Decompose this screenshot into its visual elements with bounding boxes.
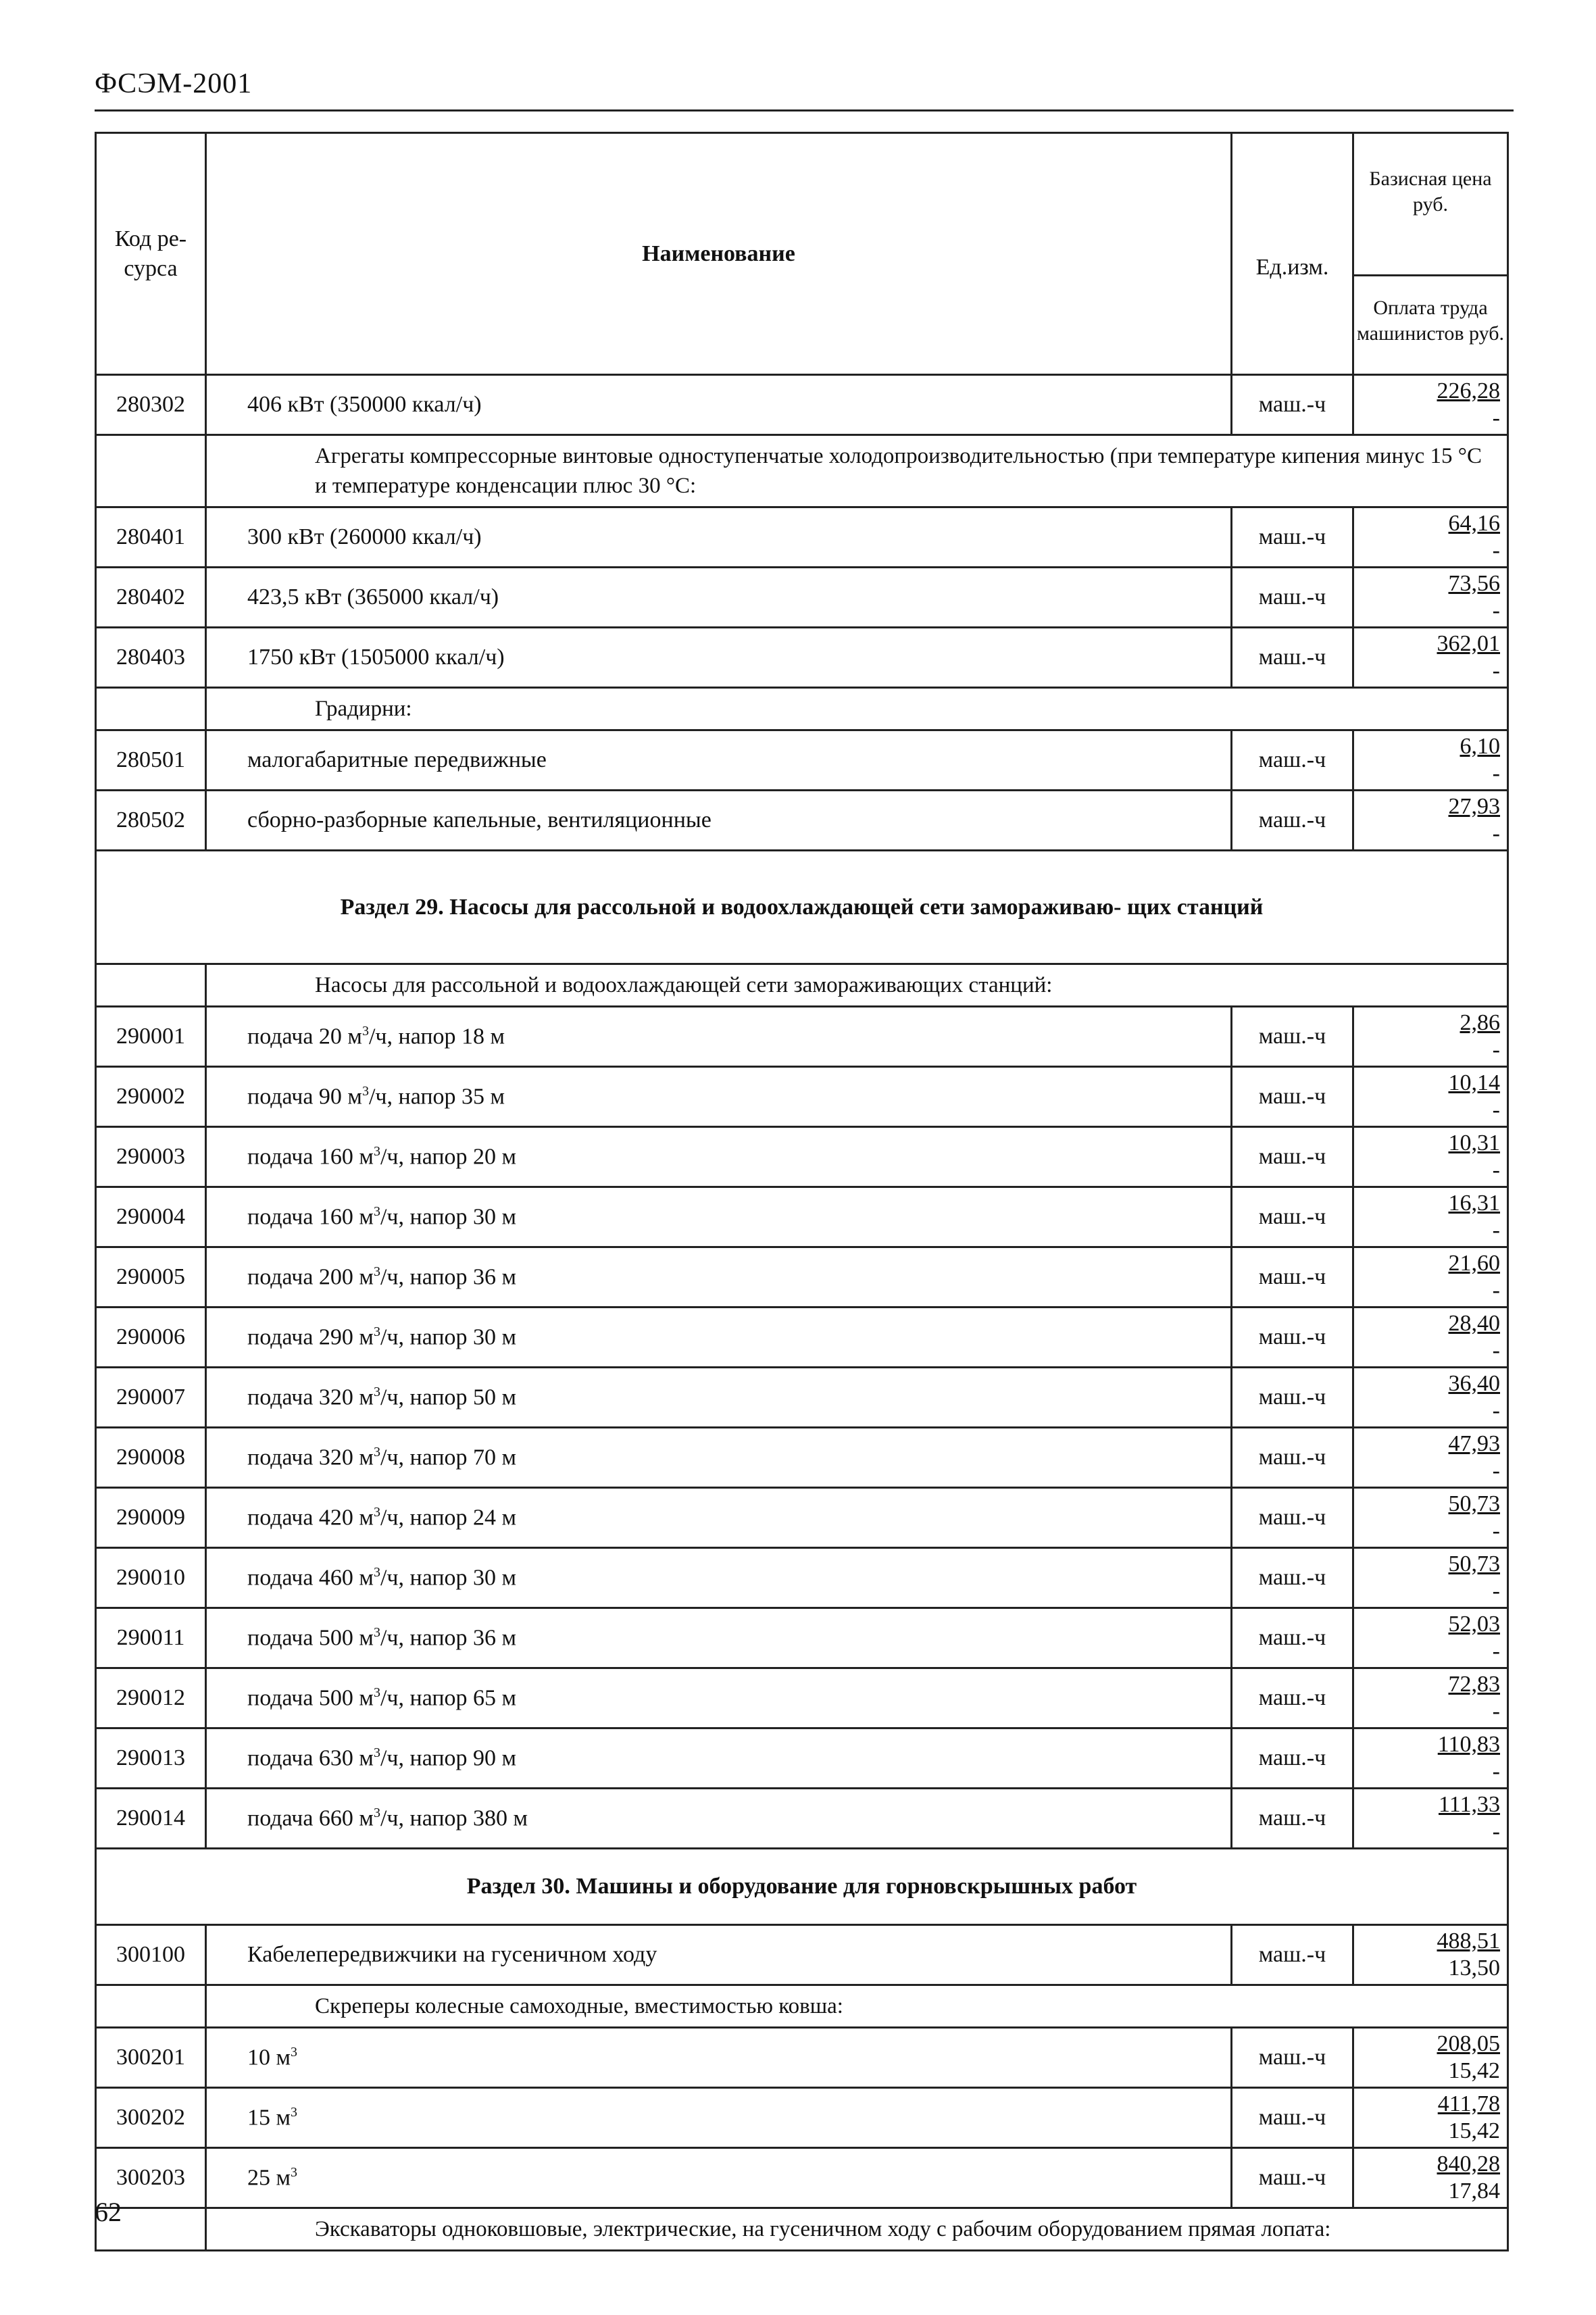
resource-code: 290005 (96, 1247, 206, 1308)
section-heading-row (96, 851, 1508, 964)
unit-superscript: 3 (373, 1203, 380, 1219)
name-part: /ч, напор 24 м (380, 1505, 517, 1530)
name-part: подача 320 м (247, 1445, 374, 1470)
base-price: 110,83 (1437, 1732, 1500, 1757)
resource-code: 300100 (96, 1925, 206, 1985)
table-row (96, 568, 1508, 628)
price-cell (1353, 1127, 1508, 1187)
name-part: подача 660 м (247, 1806, 374, 1831)
group-code-empty (96, 1985, 206, 2028)
resource-name (206, 1308, 1232, 1368)
labor-price: - (1492, 761, 1500, 786)
price-cell (1353, 1925, 1508, 1985)
table-row (96, 1488, 1508, 1548)
labor-price: - (1492, 1218, 1500, 1243)
table-row (96, 628, 1508, 688)
name-part: /ч, напор 70 м (380, 1445, 517, 1470)
labor-price: 15,42 (1448, 2058, 1500, 2083)
resource-code: 290011 (96, 1608, 206, 1668)
unit-superscript: 3 (291, 2104, 298, 2120)
name-part: подача 500 м (247, 1685, 374, 1711)
table-row (96, 1789, 1508, 1849)
unit-of-measure: маш.-ч (1232, 1187, 1353, 1247)
base-price: 362,01 (1437, 631, 1500, 656)
unit-superscript: 3 (373, 1264, 380, 1279)
header-code: Код ре- сурса (96, 133, 206, 375)
name-part: подача 200 м (247, 1264, 374, 1290)
price-cell (1353, 1668, 1508, 1728)
price-cell (1353, 375, 1508, 435)
resource-code: 290013 (96, 1728, 206, 1789)
price-cell (1353, 1067, 1508, 1127)
base-price: 16,31 (1448, 1191, 1500, 1216)
unit-superscript: 3 (361, 1083, 369, 1099)
table-row (96, 2028, 1508, 2088)
labor-price: 15,42 (1448, 2118, 1500, 2143)
unit-superscript: 3 (291, 2044, 298, 2060)
resource-name: Кабелепередвижчики на гусеничном ходу (206, 1925, 1232, 1985)
table-row (96, 2148, 1508, 2208)
unit-superscript: 3 (373, 1624, 380, 1640)
table-header-row (96, 133, 1508, 375)
unit-of-measure: маш.-ч (1232, 730, 1353, 791)
price-cell (1353, 628, 1508, 688)
labor-price: - (1492, 1398, 1500, 1423)
unit-of-measure: маш.-ч (1232, 1548, 1353, 1608)
table-row (96, 1428, 1508, 1488)
name-part: 15 м (247, 2105, 291, 2131)
group-code-empty (96, 688, 206, 730)
price-cell (1353, 1308, 1508, 1368)
resource-code: 290004 (96, 1187, 206, 1247)
unit-superscript: 3 (373, 1444, 380, 1460)
base-price: 208,05 (1437, 2031, 1500, 2056)
resource-name (206, 1067, 1232, 1127)
table-row (96, 375, 1508, 435)
table-row (96, 507, 1508, 568)
base-price: 6,10 (1460, 734, 1500, 759)
unit-of-measure: маш.-ч (1232, 1308, 1353, 1368)
name-part: /ч, напор 30 м (380, 1565, 517, 1591)
page-number: 62 (95, 2197, 122, 2227)
price-cell (1353, 1548, 1508, 1608)
table-row (96, 1187, 1508, 1247)
base-price: 73,56 (1448, 571, 1500, 596)
base-price: 10,14 (1448, 1070, 1500, 1095)
name-part: /ч, напор 30 м (380, 1204, 517, 1230)
name-part: 25 м (247, 2165, 291, 2191)
price-cell (1353, 1187, 1508, 1247)
resource-code: 300201 (96, 2028, 206, 2088)
base-price: 28,40 (1448, 1311, 1500, 1336)
table-row (96, 1368, 1508, 1428)
resource-name (206, 1789, 1232, 1849)
resource-code: 290008 (96, 1428, 206, 1488)
resource-name (206, 1247, 1232, 1308)
unit-superscript: 3 (291, 2164, 298, 2180)
unit-of-measure: маш.-ч (1232, 1067, 1353, 1127)
name-part: подача 320 м (247, 1385, 374, 1410)
unit-of-measure: маш.-ч (1232, 507, 1353, 568)
group-heading: Насосы для рассольной и водоохлаждающей сети замораживающих станций: (206, 964, 1508, 1007)
resource-name (206, 1368, 1232, 1428)
base-price: 50,73 (1448, 1491, 1500, 1516)
price-cell (1353, 1007, 1508, 1067)
base-price: 10,31 (1448, 1130, 1500, 1155)
resource-code: 290006 (96, 1308, 206, 1368)
labor-price: - (1492, 1578, 1500, 1603)
name-part: подача 160 м (247, 1144, 374, 1170)
labor-price: - (1492, 1639, 1500, 1664)
base-price: 840,28 (1437, 2151, 1500, 2176)
resource-name (206, 1668, 1232, 1728)
table-row (96, 1548, 1508, 1608)
table-row (96, 1127, 1508, 1187)
name-part: подача 630 м (247, 1745, 374, 1771)
resource-name: 1750 кВт (1505000 ккал/ч) (206, 628, 1232, 688)
section-heading-row (96, 1849, 1508, 1925)
price-cell (1353, 1488, 1508, 1548)
labor-price: 13,50 (1448, 1956, 1500, 1981)
header-unit: Ед.изм. (1232, 133, 1353, 375)
name-part: /ч, напор 35 м (368, 1084, 505, 1110)
price-cell (1353, 1789, 1508, 1849)
labor-price: - (1492, 1699, 1500, 1724)
base-price: 50,73 (1448, 1551, 1500, 1576)
name-part: 10 м (247, 2045, 291, 2070)
price-cell (1353, 507, 1508, 568)
name-part: /ч, напор 380 м (380, 1806, 528, 1831)
resource-name: малогабаритные передвижные (206, 730, 1232, 791)
labor-price: 17,84 (1448, 2179, 1500, 2204)
resource-name (206, 1007, 1232, 1067)
labor-price: - (1492, 538, 1500, 563)
resource-name (206, 1728, 1232, 1789)
resource-code: 290001 (96, 1007, 206, 1067)
base-price: 488,51 (1437, 1928, 1500, 1953)
header-name: Наименование (206, 133, 1232, 375)
name-part: /ч, напор 36 м (380, 1264, 517, 1290)
group-heading: Градирни: (206, 688, 1508, 730)
name-part: /ч, напор 36 м (380, 1625, 517, 1651)
unit-of-measure: маш.-ч (1232, 2088, 1353, 2148)
name-part: /ч, напор 18 м (368, 1024, 505, 1049)
resource-code: 290012 (96, 1668, 206, 1728)
unit-superscript: 3 (373, 1504, 380, 1520)
group-row (96, 688, 1508, 730)
price-cell (1353, 1247, 1508, 1308)
unit-of-measure: маш.-ч (1232, 1428, 1353, 1488)
resource-code: 290007 (96, 1368, 206, 1428)
labor-price: - (1492, 658, 1500, 683)
base-price: 2,86 (1460, 1010, 1500, 1035)
resource-name (206, 1127, 1232, 1187)
labor-price: - (1492, 1458, 1500, 1483)
resource-code: 290014 (96, 1789, 206, 1849)
base-price: 226,28 (1437, 378, 1500, 403)
resource-name (206, 1428, 1232, 1488)
base-price: 72,83 (1448, 1672, 1500, 1697)
labor-price: - (1492, 1037, 1500, 1062)
base-price: 111,33 (1439, 1792, 1500, 1817)
unit-of-measure: маш.-ч (1232, 1608, 1353, 1668)
resource-code: 300203 (96, 2148, 206, 2208)
name-part: /ч, напор 50 м (380, 1385, 517, 1410)
group-heading: Экскаваторы одноковшовые, электрические, на гусеничном ходу с рабочим оборудованием прямая лопата: (206, 2208, 1508, 2251)
price-cell (1353, 730, 1508, 791)
header-price (1353, 133, 1508, 375)
price-cell (1353, 2028, 1508, 2088)
section-title: Раздел 29. Насосы для рассольной и водоохлаждающей сети замораживаю- щих станций (96, 851, 1508, 964)
table-row (96, 1247, 1508, 1308)
resource-code: 290003 (96, 1127, 206, 1187)
unit-of-measure: маш.-ч (1232, 791, 1353, 851)
resource-name (206, 1488, 1232, 1548)
labor-price: - (1492, 405, 1500, 430)
unit-of-measure: маш.-ч (1232, 1247, 1353, 1308)
unit-of-measure: маш.-ч (1232, 1789, 1353, 1849)
labor-price: - (1492, 821, 1500, 846)
unit-of-measure: маш.-ч (1232, 2148, 1353, 2208)
price-cell (1353, 1428, 1508, 1488)
group-row (96, 2208, 1508, 2251)
resource-name: 423,5 кВт (365000 ккал/ч) (206, 568, 1232, 628)
unit-of-measure: маш.-ч (1232, 2028, 1353, 2088)
table-row (96, 1067, 1508, 1127)
unit-superscript: 3 (373, 1745, 380, 1760)
resource-name (206, 1548, 1232, 1608)
table-row (96, 1608, 1508, 1668)
labor-price: - (1492, 1338, 1500, 1363)
resource-code: 280501 (96, 730, 206, 791)
name-part: /ч, напор 65 м (380, 1685, 517, 1711)
resource-name: 300 кВт (260000 ккал/ч) (206, 507, 1232, 568)
base-price: 52,03 (1448, 1612, 1500, 1637)
name-part: подача 90 м (247, 1084, 362, 1110)
name-part: подача 290 м (247, 1324, 374, 1350)
base-price: 21,60 (1448, 1251, 1500, 1276)
base-price: 64,16 (1448, 511, 1500, 536)
name-part: /ч, напор 30 м (380, 1324, 517, 1350)
labor-price: - (1492, 1819, 1500, 1844)
table-row (96, 1668, 1508, 1728)
group-heading: Скреперы колесные самоходные, вместимостью ковша: (206, 1985, 1508, 2028)
unit-superscript: 3 (373, 1564, 380, 1580)
base-price: 27,93 (1448, 794, 1500, 819)
price-cell (1353, 1608, 1508, 1668)
resource-name (206, 2148, 1232, 2208)
resource-code: 280403 (96, 628, 206, 688)
group-heading: Агрегаты компрессорные винтовые одноступенчатые холодопроизводительностью (при температуре кипения минус 15 °С и температуре конденсации плюс 30 °С: (206, 435, 1508, 507)
unit-of-measure: маш.-ч (1232, 375, 1353, 435)
unit-of-measure: маш.-ч (1232, 1925, 1353, 1985)
price-cell (1353, 2148, 1508, 2208)
price-cell (1353, 1728, 1508, 1789)
section-title: Раздел 30. Машины и оборудование для горновскрышных работ (96, 1849, 1508, 1925)
table-row (96, 1925, 1508, 1985)
unit-superscript: 3 (361, 1023, 369, 1039)
resource-name (206, 2028, 1232, 2088)
table-row (96, 791, 1508, 851)
resource-code: 280402 (96, 568, 206, 628)
unit-superscript: 3 (373, 1324, 380, 1339)
unit-of-measure: маш.-ч (1232, 1368, 1353, 1428)
unit-of-measure: маш.-ч (1232, 628, 1353, 688)
header-price-labor: Оплата труда машинистов руб. (1356, 297, 1505, 345)
price-cell (1353, 1368, 1508, 1428)
price-cell (1353, 2088, 1508, 2148)
document-header: ФСЭМ-2001 (95, 68, 253, 99)
table-row (96, 1007, 1508, 1067)
resource-code: 290002 (96, 1067, 206, 1127)
resource-name (206, 1608, 1232, 1668)
resource-code: 280401 (96, 507, 206, 568)
resource-code: 290010 (96, 1548, 206, 1608)
labor-price: - (1492, 1097, 1500, 1122)
price-cell (1353, 791, 1508, 851)
name-part: /ч, напор 90 м (380, 1745, 517, 1771)
resource-name: 406 кВт (350000 ккал/ч) (206, 375, 1232, 435)
resource-name (206, 2088, 1232, 2148)
unit-of-measure: маш.-ч (1232, 1127, 1353, 1187)
group-row (96, 964, 1508, 1007)
base-price: 36,40 (1448, 1371, 1500, 1396)
group-row (96, 435, 1508, 507)
header-rule (95, 109, 1514, 111)
name-part: подача 420 м (247, 1505, 374, 1530)
unit-superscript: 3 (373, 1143, 380, 1159)
resource-code: 290009 (96, 1488, 206, 1548)
table-row (96, 2088, 1508, 2148)
resource-name (206, 1187, 1232, 1247)
group-code-empty (96, 964, 206, 1007)
header-price-base: Базисная цена руб. (1354, 161, 1507, 276)
price-table (95, 132, 1509, 2251)
unit-of-measure: маш.-ч (1232, 1488, 1353, 1548)
table-row (96, 1308, 1508, 1368)
labor-price: - (1492, 1158, 1500, 1183)
name-part: подача 160 м (247, 1204, 374, 1230)
resource-name: сборно-разборные капельные, вентиляционные (206, 791, 1232, 851)
unit-of-measure: маш.-ч (1232, 1007, 1353, 1067)
group-row (96, 1985, 1508, 2028)
resource-code: 280502 (96, 791, 206, 851)
group-code-empty (96, 435, 206, 507)
name-part: подача 500 м (247, 1625, 374, 1651)
base-price: 411,78 (1437, 2091, 1500, 2116)
unit-superscript: 3 (373, 1384, 380, 1399)
labor-price: - (1492, 1759, 1500, 1784)
table-row (96, 730, 1508, 791)
resource-code: 300202 (96, 2088, 206, 2148)
unit-of-measure: маш.-ч (1232, 568, 1353, 628)
base-price: 47,93 (1448, 1431, 1500, 1456)
unit-of-measure: маш.-ч (1232, 1668, 1353, 1728)
resource-code: 280302 (96, 375, 206, 435)
labor-price: - (1492, 1518, 1500, 1543)
unit-of-measure: маш.-ч (1232, 1728, 1353, 1789)
table-row (96, 1728, 1508, 1789)
name-part: подача 460 м (247, 1565, 374, 1591)
name-part: подача 20 м (247, 1024, 362, 1049)
name-part: /ч, напор 20 м (380, 1144, 517, 1170)
price-cell (1353, 568, 1508, 628)
labor-price: - (1492, 598, 1500, 623)
labor-price: - (1492, 1278, 1500, 1303)
unit-superscript: 3 (373, 1805, 380, 1820)
unit-superscript: 3 (373, 1685, 380, 1700)
